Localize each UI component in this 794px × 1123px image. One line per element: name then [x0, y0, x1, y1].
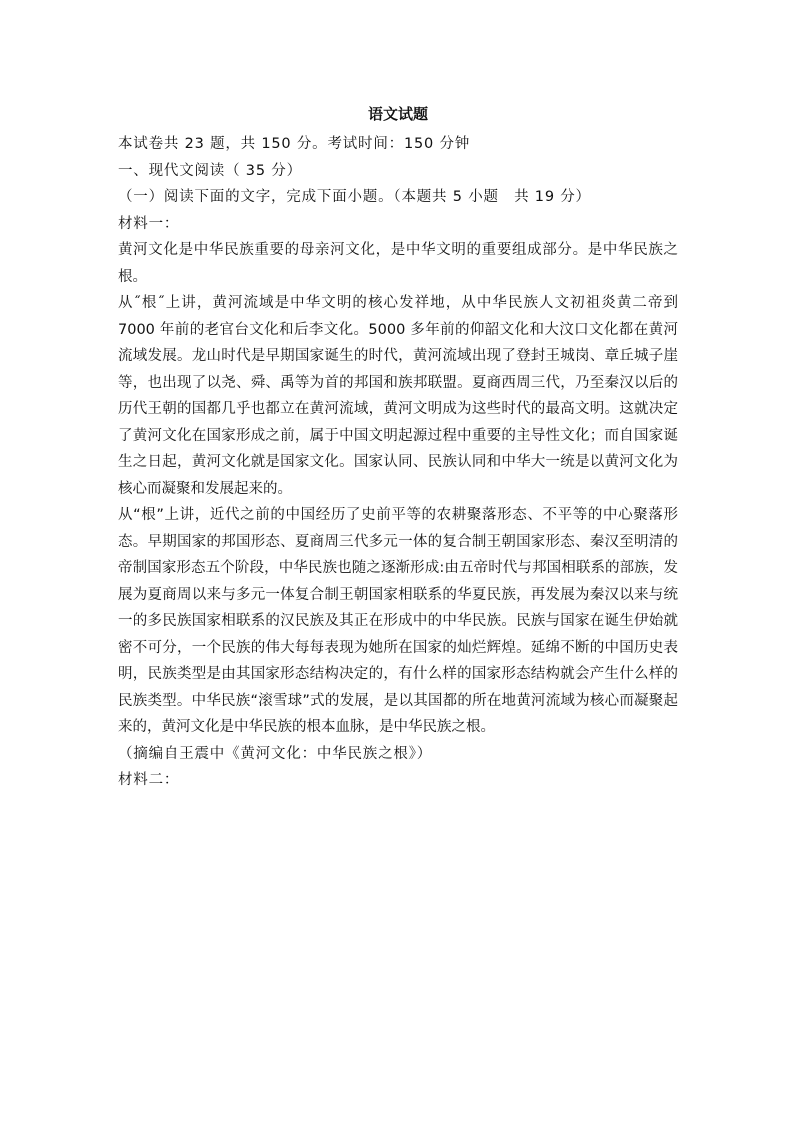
paragraph-root-origin: 从˝根˝上讲，黄河流域是中华文明的核心发祥地，从中华民族人文初祖炎黄二帝到 7000 年前的老官台文化和后李文化。5000 多年前的仰韶文化和大汶口文化都在黄河流域发展。龙山时代是早期国家诞生的时代，黄河流域出现了登封王城岗、章丘城子崖等，也出现了以尧、舜、禹等为首的邦国和族邦联盟。夏商西周三代，乃至秦汉以后的历代王朝的国都几乎也都立在黄河流域，黄河文明成为这些时代的最高文明。这就决定了黄河文化在国家形成之前，属于中国文明起源过程中重要的主导性文化；而自国家诞生之日起，黄河文化就是国家文化。国家认同、民族认同和中华大一统是以黄河文化为核心而凝聚和发展起来的。 — [118, 295, 678, 497]
paragraph-intro: 黄河文化是中华民族重要的母亲河文化，是中华文明的重要组成部分。是中华民族之根。 — [118, 242, 678, 285]
sub-heading: （一）阅读下面的文字，完成下面小题。（本题共 5 小题 共 19 分） — [118, 189, 591, 205]
exam-info: 本试卷共 23 题，共 150 分。考试时间：150 分钟 — [118, 136, 471, 152]
page-title: 语文试题 — [367, 105, 428, 123]
material-one-label: 材料一： — [118, 215, 180, 232]
document-body — [118, 131, 678, 794]
paragraph-root-nation: 从“根”上讲，近代之前的中国经历了史前平等的农耕聚落形态、不平等的中心聚落形态。早期国家的邦国形态、夏商周三代多元一体的复合制王朝国家形态、秦汉至明清的帝制国家形态五个阶段，中华民族也随之逐渐形成:由五帝时代与邦国相联系的部族，发展为夏商周以来与多元一体复合制王朝国家相联系的华夏民族，再发展为秦汉以来与统一的多民族国家相联系的汉民族及其正在形成中的中华民族。民族与国家在诞生伊始就密不可分，一个民族的伟大每每表现为她所在国家的灿烂辉煌。延绵不断的中国历史表明，民族类型是由其国家形态结构决定的，有什么样的国家形态结构就会产生什么样的民族类型。中华民族“滚雪球”式的发展，是以其国都的所在地黄河流域为核心而凝聚起来的，黄河文化是中华民族的根本血脉，是中华民族之根。 — [118, 507, 678, 735]
section-heading: 一、现代文阅读（ 35 分） — [118, 162, 302, 179]
material-two-label: 材料二： — [118, 772, 180, 788]
source-note: （摘编自王震中《黄河文化：中华民族之根》） — [118, 745, 433, 762]
